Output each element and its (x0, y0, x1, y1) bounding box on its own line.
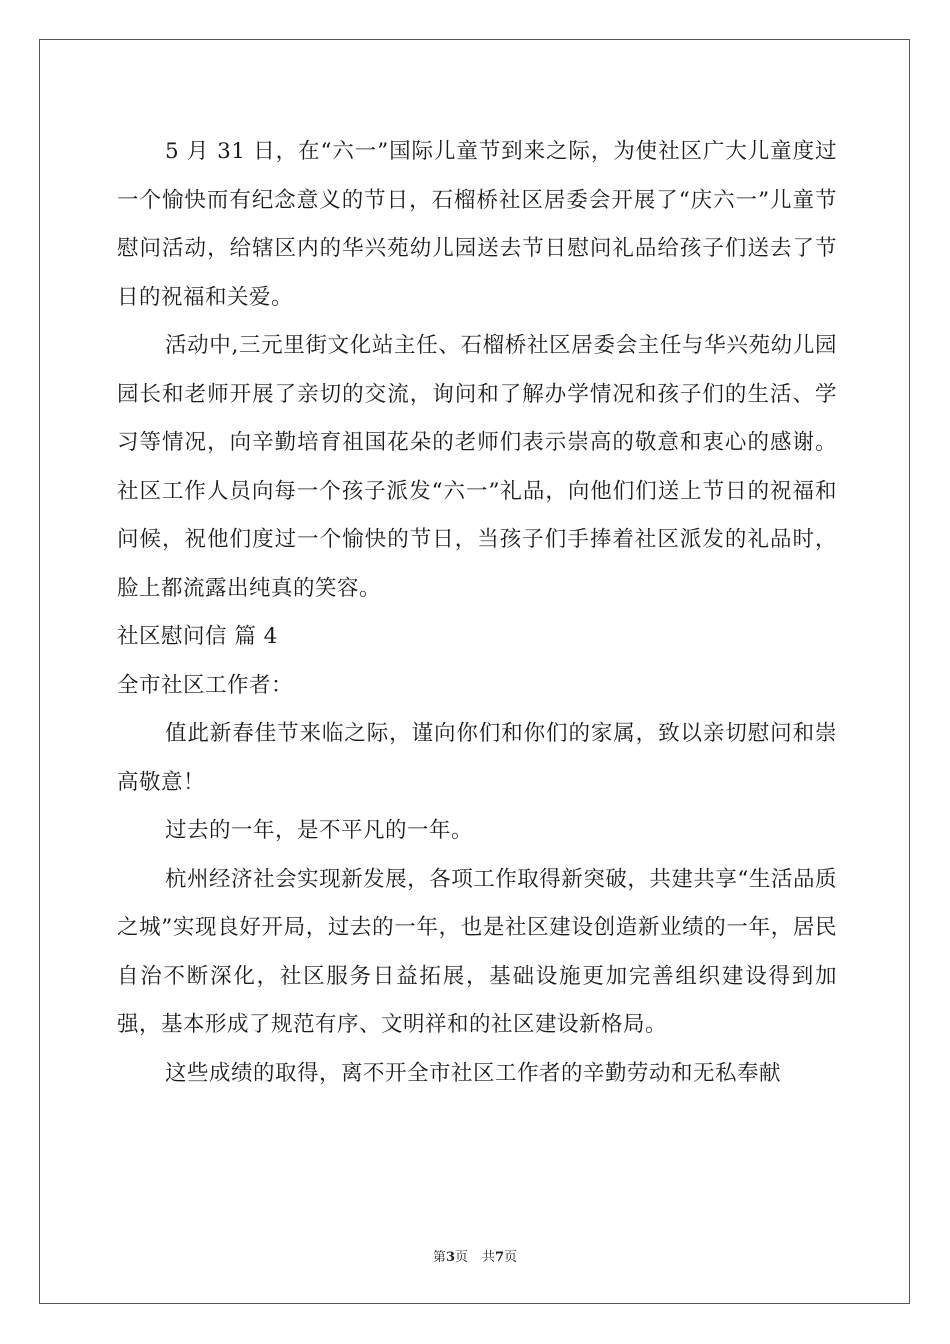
salutation: 全市社区工作者： (117, 672, 294, 698)
footer-page-unit: 页 (454, 1250, 468, 1265)
section-heading: 社区慰问信 篇 4 (117, 624, 278, 649)
footer-total-unit: 页 (504, 1250, 518, 1265)
document-body (117, 128, 837, 1098)
footer-total-pages: 7 (495, 1250, 505, 1265)
footer-total-prefix: 共 (482, 1250, 496, 1265)
paragraph-2: 活动中,三元里街文化站主任、石榴桥社区居委会主任与华兴苑幼儿园园长和老师开展了亲切的交流，询问和了解办学情况和孩子们的生活、学习等情况，向辛勤培育祖国花朵的老师们表示崇高的敬意和衷心的感谢。社区工作人员向每一个孩子派发“六一”礼品，向他们们送上节日的祝福和问候，祝他们度过一个愉快的节日，当孩子们手捧着社区派发的礼品时，脸上都流露出纯真的笑容。 (117, 333, 837, 601)
paragraph-3: 值此新春佳节来临之际，谨向你们和你们的家属，致以亲切慰问和崇高敬意！ (117, 721, 837, 795)
paragraph-1: 5 月 31 日，在“六一”国际儿童节到来之际，为使社区广大儿童度过一个愉快而有纪念意义的节日，石榴桥社区居委会开展了“庆六一”儿童节慰问活动，给辖区内的华兴苑幼儿园送去节日慰问礼品给孩子们送去了节日的祝福和关爱。 (117, 139, 837, 310)
footer-page-number: 3 (445, 1250, 455, 1265)
page-footer (0, 1246, 950, 1265)
paragraph-4: 过去的一年，是不平凡的一年。 (165, 818, 474, 843)
footer-prefix: 第 (432, 1250, 446, 1265)
paragraph-6: 这些成绩的取得，离不开全市社区工作者的辛勤劳动和无私奉献 (165, 1060, 782, 1086)
paragraph-5: 杭州经济社会实现新发展，各项工作取得新突破，共建共享“生活品质之城”实现良好开局，过去的一年，也是社区建设创造新业绩的一年，居民自治不断深化，社区服务日益拓展，基础设施更加完善组织建设得到加强，基本形成了规范有序、文明祥和的社区建设新格局。 (117, 866, 837, 1037)
